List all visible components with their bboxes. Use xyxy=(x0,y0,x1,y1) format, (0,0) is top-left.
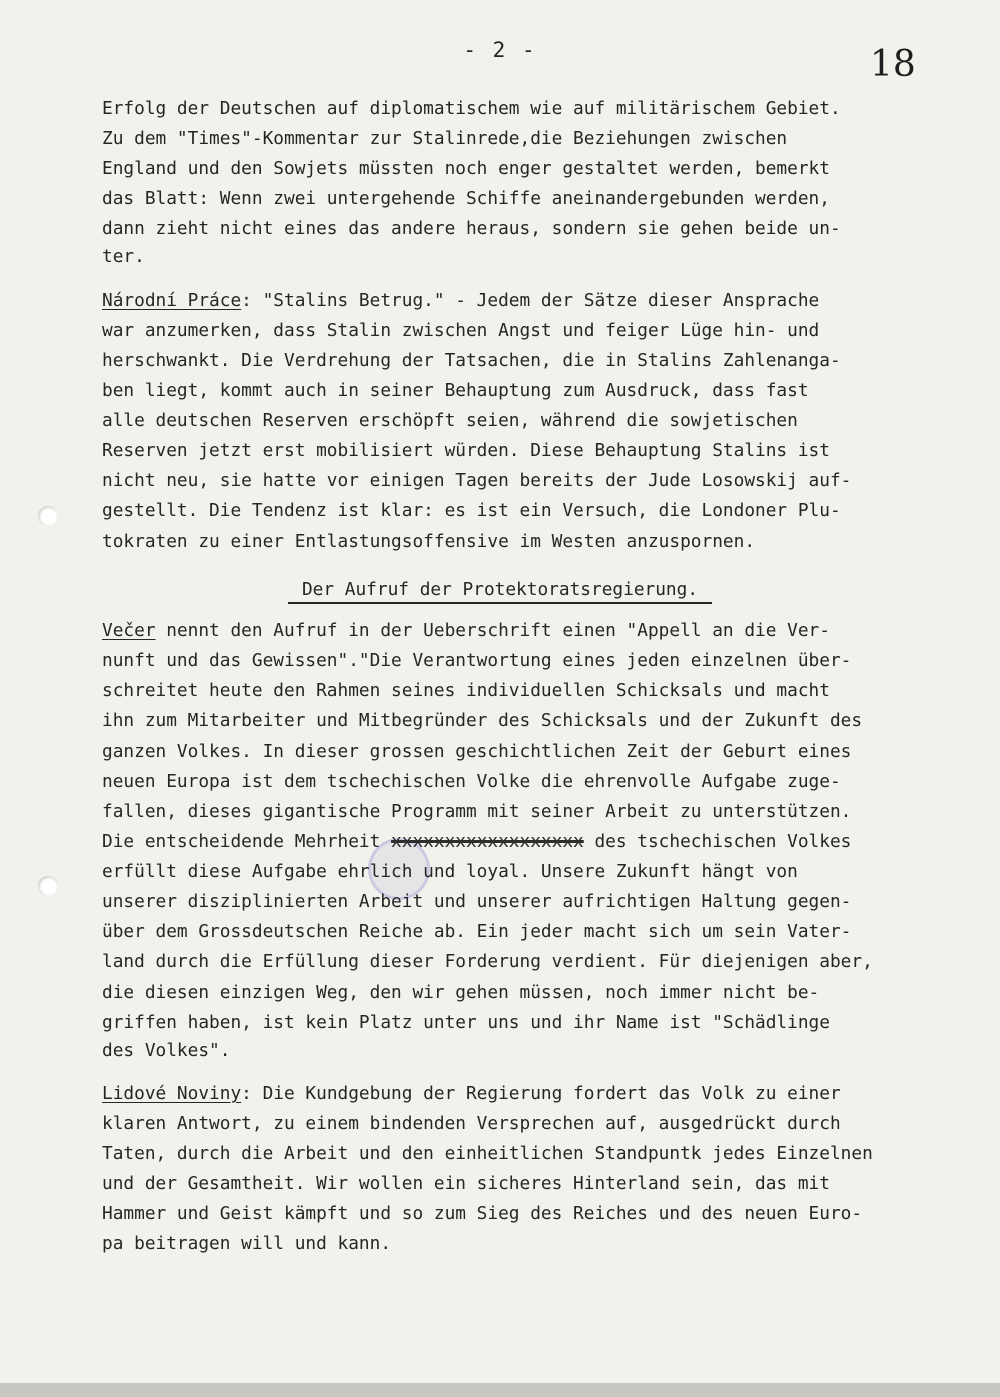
scan-bottom-edge xyxy=(0,1383,1000,1397)
text-line xyxy=(102,831,962,853)
text-line: England und den Sowjets müssten noch enger gestaltet werden, bemerkt xyxy=(102,158,830,179)
text-line: Hammer und Geist kämpft und so zum Sieg des Reiches und des neuen Euro- xyxy=(102,1203,863,1224)
text-fragment: nennt den Aufruf in der Ueberschrift einen "Appell an die Ver- xyxy=(155,620,830,641)
text-line: ganzen Volkes. In dieser grossen geschichtlichen Zeit der Geburt eines xyxy=(102,741,852,762)
section-heading xyxy=(0,579,1000,601)
text-line: nunft und das Gewissen"."Die Verantwortung eines jeden einzelnen über- xyxy=(102,650,852,671)
text-line: ihn zum Mitarbeiter und Mitbegründer des Schicksals und der Zukunft des xyxy=(102,710,863,731)
text-line: fallen, dieses gigantische Programm mit seiner Arbeit zu unterstützen. xyxy=(102,801,852,822)
newspaper-source-label: Večer xyxy=(102,620,156,641)
text-line: neuen Europa ist dem tschechischen Volke die ehrenvolle Aufgabe zuge- xyxy=(102,771,841,792)
text-line: und der Gesamtheit. Wir wollen ein sicheres Hinterland sein, das mit xyxy=(102,1173,830,1194)
text-line: pa beitragen will und kann. xyxy=(102,1233,392,1254)
newspaper-source-label: Lidové Noviny xyxy=(102,1083,242,1104)
newspaper-source-label: Národní Práce xyxy=(102,290,242,311)
text-line: erfüllt diese Aufgabe ehrlich und loyal. Unsere Zukunft hängt von xyxy=(102,861,798,882)
punch-hole-icon xyxy=(38,876,58,896)
text-line: land durch die Erfüllung dieser Forderung verdient. Für diejenigen aber, xyxy=(102,951,873,972)
text-line: das Blatt: Wenn zwei untergehende Schiffe aneinandergebunden werden, xyxy=(102,188,830,209)
text-line xyxy=(102,1083,962,1105)
text-line: herschwankt. Die Verdrehung der Tatsachen, die in Stalins Zahlenanga- xyxy=(102,350,841,371)
text-line: Zu dem "Times"-Kommentar zur Stalinrede,die Beziehungen zwischen xyxy=(102,128,788,149)
text-line: schreitet heute den Rahmen seines individuellen Schicksals und macht xyxy=(102,680,830,701)
text-fragment: des tschechischen Volkes xyxy=(583,831,852,852)
text-line: Reserven jetzt erst mobilisiert würden. Diese Behauptung Stalins ist xyxy=(102,440,830,461)
text-line: die diesen einzigen Weg, den wir gehen müssen, noch immer nicht be- xyxy=(102,982,820,1003)
text-line: dann zieht nicht eines das andere heraus, sondern sie gehen beide un- xyxy=(102,218,841,239)
text-fragment: : "Stalins Betrug." - Jedem der Sätze dieser Ansprache xyxy=(241,290,820,311)
text-line: war anzumerken, dass Stalin zwischen Angst und feiger Lüge hin- und xyxy=(102,320,820,341)
text-line: ter. xyxy=(102,246,145,267)
text-line: unserer disziplinierten Arbeit und unserer aufrichtigen Haltung gegen- xyxy=(102,891,852,912)
text-line xyxy=(102,290,962,312)
text-line: über dem Grossdeutschen Reiche ab. Ein jeder macht sich um sein Vater- xyxy=(102,921,852,942)
punch-hole-icon xyxy=(38,506,58,526)
text-line: alle deutschen Reserven erschöpft seien, während die sowjetischen xyxy=(102,410,798,431)
text-line: des Volkes". xyxy=(102,1040,231,1061)
text-fragment: : Die Kundgebung der Regierung fordert das Volk zu einer xyxy=(241,1083,841,1104)
struck-out-text: xxxxxxxxxxxxxxxxxx xyxy=(391,831,584,852)
text-line: Taten, durch die Arbeit und den einheitlichen Standpuntk jedes Einzelnen xyxy=(102,1143,873,1164)
page-number: - 2 - xyxy=(463,38,537,62)
text-line: nicht neu, sie hatte vor einigen Tagen bereits der Jude Losowskij auf- xyxy=(102,470,852,491)
text-line: griffen haben, ist kein Platz unter uns und ihr Name ist "Schädlinge xyxy=(102,1012,830,1033)
text-line: tokraten zu einer Entlastungsoffensive im Westen anzuspornen. xyxy=(102,531,756,552)
text-line: ben liegt, kommt auch in seiner Behauptung zum Ausdruck, dass fast xyxy=(102,380,809,401)
handwritten-folio-number: 18 xyxy=(870,44,916,85)
text-line: klaren Antwort, zu einem bindenden Versprechen auf, ausgedrückt durch xyxy=(102,1113,841,1134)
section-heading-text: Der Aufruf der Protektoratsregierung. xyxy=(288,579,712,604)
text-fragment: Die entscheidende Mehrheit xyxy=(102,831,392,852)
text-line: gestellt. Die Tendenz ist klar: es ist ein Versuch, die Londoner Plu- xyxy=(102,500,841,521)
text-line: Erfolg der Deutschen auf diplomatischem wie auf militärischem Gebiet. xyxy=(102,98,841,119)
text-line xyxy=(102,620,962,642)
